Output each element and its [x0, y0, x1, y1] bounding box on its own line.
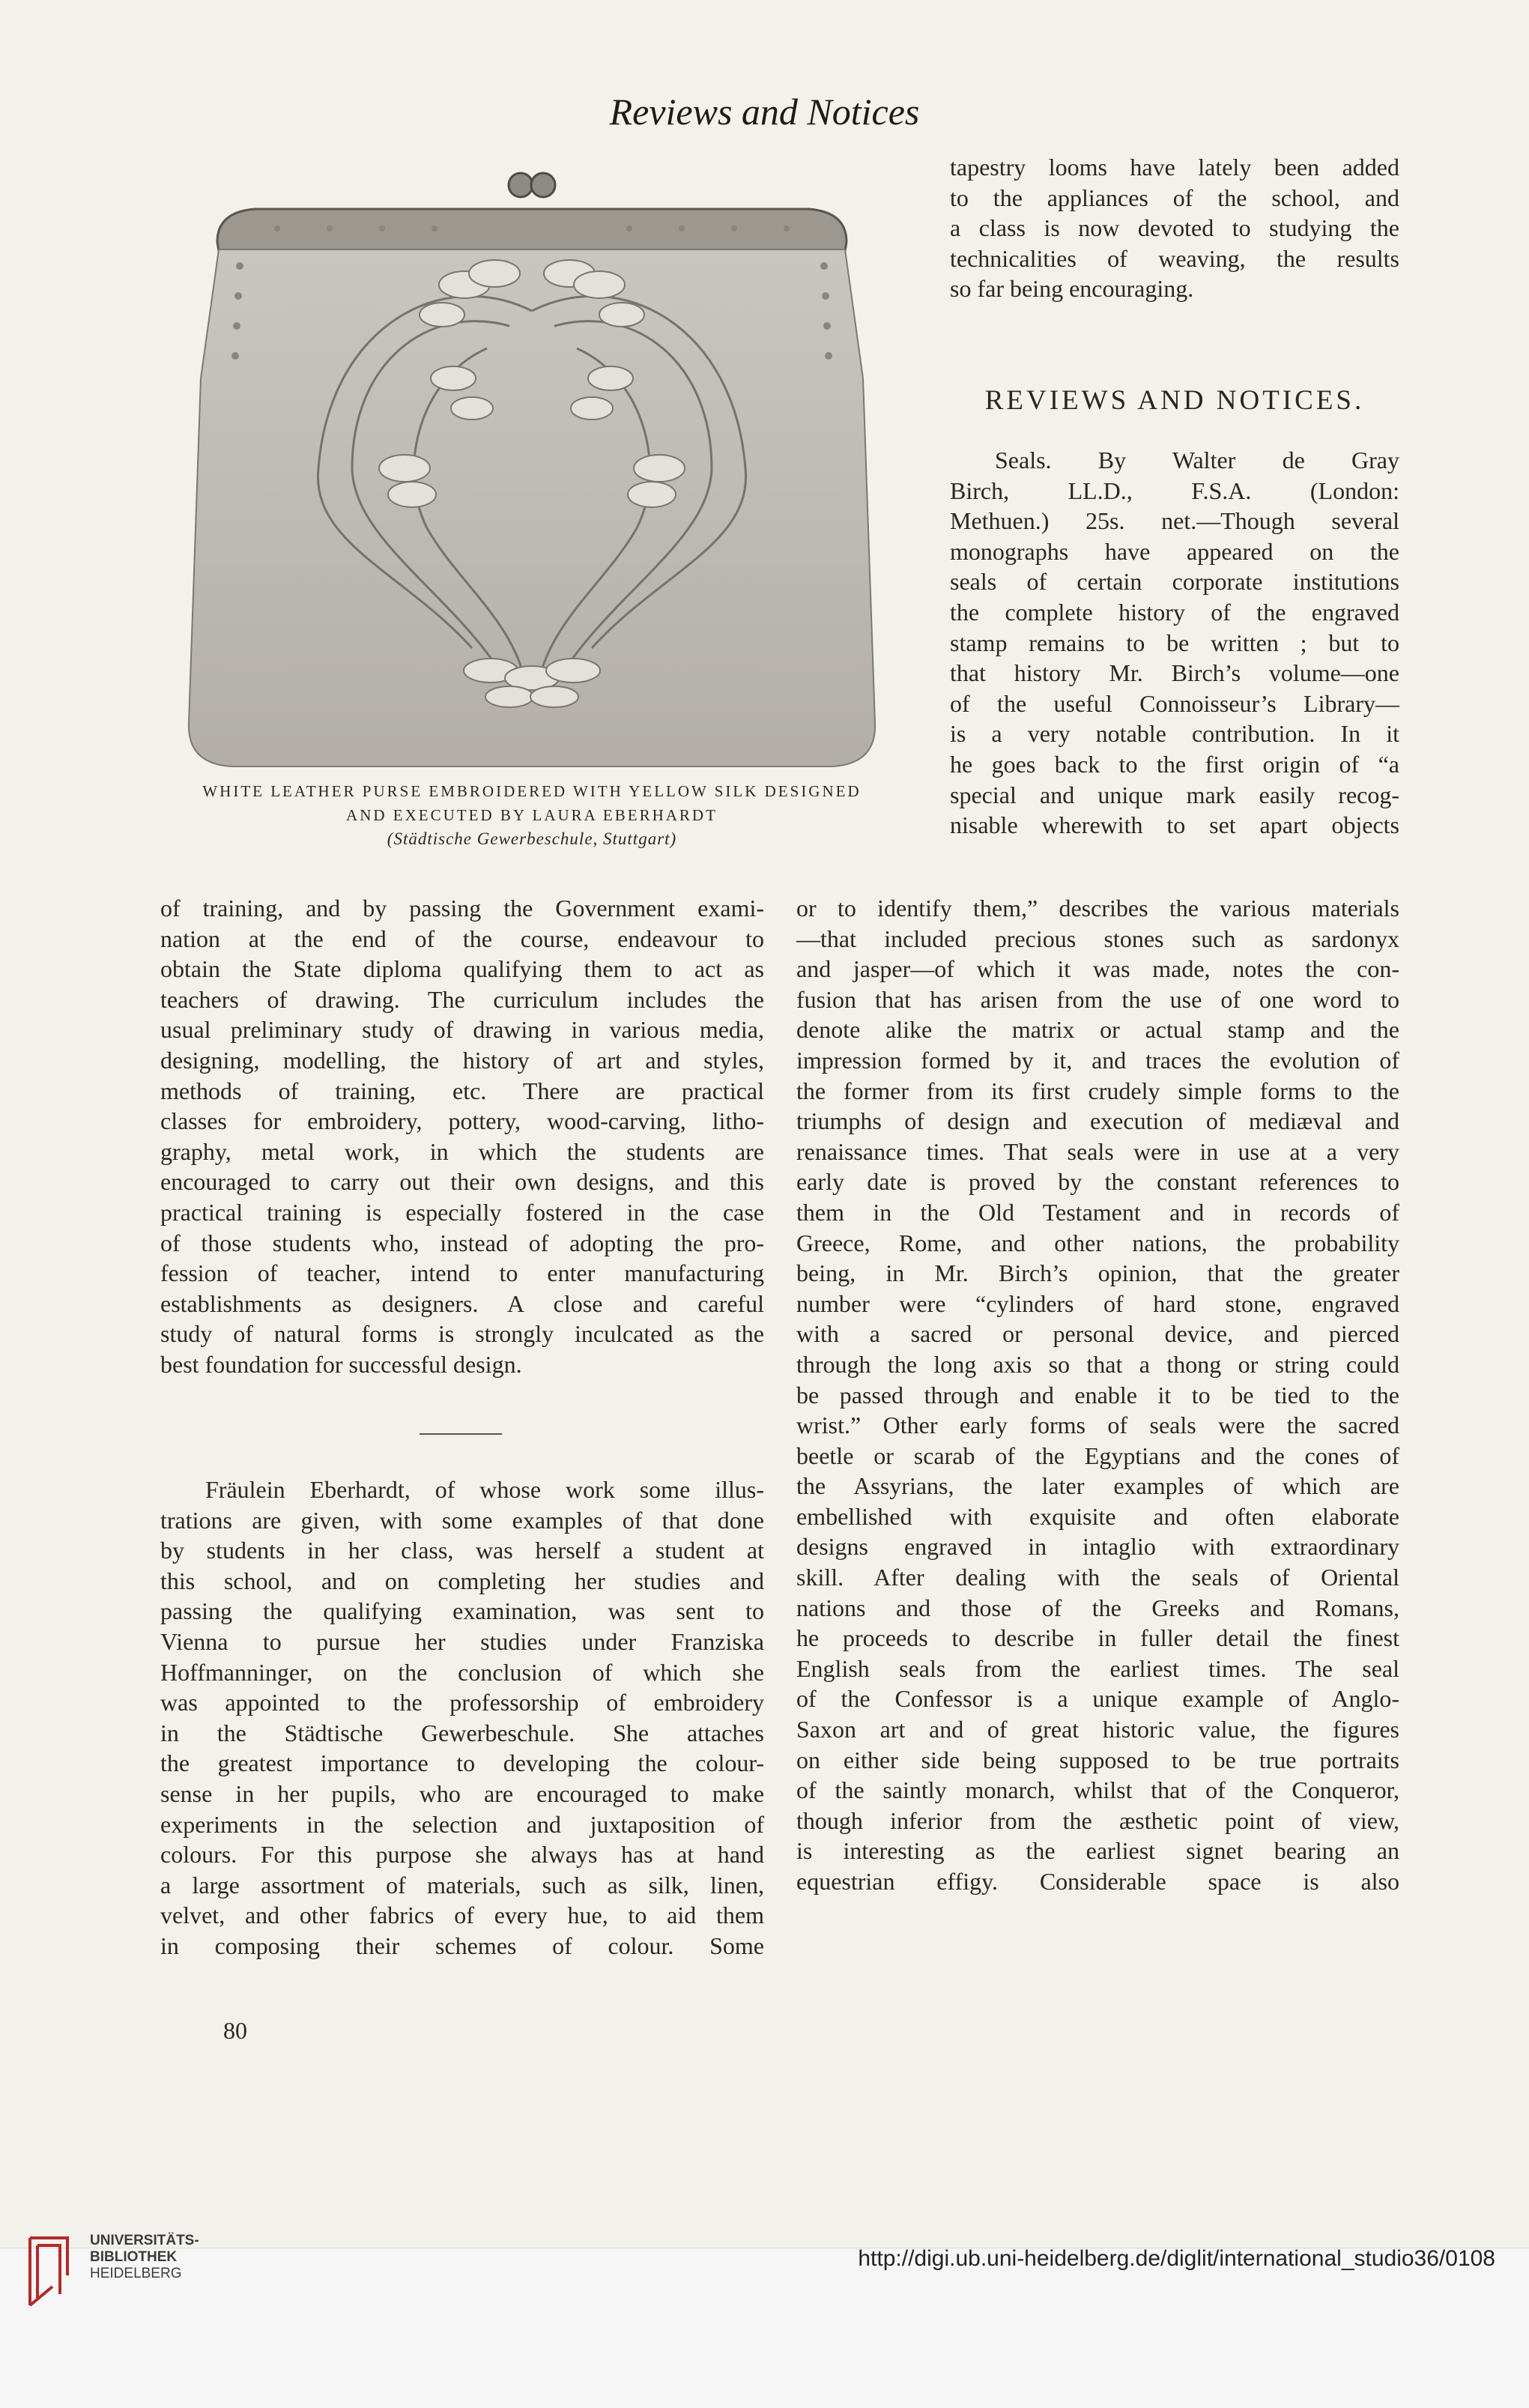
text-line: of training, and by passing the Government exami- [160, 895, 764, 922]
text-line: be passed through and enable it to be tied to the [796, 1381, 1399, 1409]
text-line: velvet, and other fabrics of every hue, to aid them [160, 1902, 764, 1929]
caption-line-1: WHITE LEATHER PURSE EMBROIDERED WITH YELLOW SILK DESIGNED [202, 782, 862, 800]
text-line: sense in her pupils, who are encouraged to make [160, 1779, 764, 1807]
text-line: establishments as designers. A close and careful [160, 1289, 764, 1317]
library-name [90, 2233, 199, 2282]
text-line: experiments in the selection and juxtaposition of [160, 1810, 764, 1838]
caption-line-2: AND EXECUTED BY LAURA EBERHARDT [346, 806, 718, 824]
text-line: he proceeds to describe in fuller detail the finest [796, 1624, 1399, 1652]
text-line: classes for embroidery, pottery, wood-carving, litho- [160, 1107, 764, 1135]
text-line: colours. For this purpose she always has at hand [160, 1841, 764, 1869]
text-line: designing, modelling, the history of art and styles, [160, 1046, 764, 1074]
text-line: monographs have appeared on the [950, 537, 1399, 565]
text-line: designs engraved in intaglio with extraordinary [796, 1533, 1399, 1561]
text-line: early date is proved by the constant references to [796, 1168, 1399, 1196]
text-line: skill. After dealing with the seals of Oriental [796, 1564, 1399, 1591]
text-line: this school, and on completing her studies and [160, 1567, 764, 1594]
text-line: wrist.” Other early forms of seals were the sacred [796, 1412, 1399, 1439]
text-line: on either side being supposed to be true portraits [796, 1746, 1399, 1773]
text-line: he goes back to the first origin of “a [950, 750, 1399, 778]
library-name-line: HEIDELBERG [90, 2266, 182, 2281]
footer-bar [0, 2248, 1529, 2408]
text-line: seals of certain corporate institutions [950, 568, 1399, 596]
text-line: the Assyrians, the later examples of which are [796, 1472, 1399, 1500]
text-line: and jasper—of which it was made, notes the con- [796, 955, 1399, 983]
caption-credit: (Städtische Gewerbeschule, Stuttgart) [387, 829, 677, 848]
library-name-line: BIBLIOTHEK [90, 2249, 178, 2265]
library-logo-icon [22, 2223, 82, 2313]
text-line: of the Confessor is a unique example of Anglo- [796, 1685, 1399, 1713]
text-line: technicalities of weaving, the results [950, 244, 1399, 272]
left-top-column [160, 893, 764, 1380]
figure-caption [150, 779, 914, 851]
source-url-link[interactable]: http://digi.ub.uni-heidelberg.de/diglit/international_studio36/0108 [858, 2246, 1495, 2271]
text-line: of the saintly monarch, whilst that of the Conqueror, [796, 1776, 1399, 1804]
text-line: study of natural forms is strongly inculcated as the [160, 1320, 764, 1348]
text-line: stamp remains to be written ; but to [950, 629, 1399, 656]
text-line: of the useful Connoisseur’s Library— [950, 689, 1399, 717]
text-line: fession of teacher, intend to enter manufacturing [160, 1259, 764, 1287]
text-line: best foundation for successful design. [160, 1350, 522, 1378]
text-line: nation at the end of the course, endeavour to [160, 925, 764, 952]
embroidered-purse-image [157, 154, 906, 779]
text-line: or to identify them,” describes the various materials [796, 895, 1399, 922]
text-line: embellished with exquisite and often elaborate [796, 1502, 1399, 1530]
text-line: of those students who, instead of adopting the pro- [160, 1229, 764, 1256]
page-number: 80 [223, 2017, 247, 2044]
text-line: though inferior from the æsthetic point of view, [796, 1806, 1399, 1834]
text-line: impression formed by it, and traces the evolution of [796, 1046, 1399, 1074]
text-line: a class is now devoted to studying the [950, 214, 1399, 242]
text-line: is interesting as the earliest signet bearing an [796, 1837, 1399, 1865]
text-line: triumphs of design and execution of mediæval and [796, 1107, 1399, 1135]
text-line: nisable wherewith to set apart objects [950, 811, 1399, 839]
library-name-line: UNIVERSITÄTS- [90, 2233, 199, 2248]
text-line: being, in Mr. Birch’s opinion, that the greater [796, 1259, 1399, 1287]
text-line: methods of training, etc. There are practical [160, 1077, 764, 1104]
text-line: Birch, LL.D., F.S.A. (London: [950, 477, 1399, 504]
text-line: was appointed to the professorship of embroidery [160, 1689, 764, 1716]
text-line: with a sacred or personal device, and pierced [796, 1320, 1399, 1348]
text-line: Greece, Rome, and other nations, the probability [796, 1229, 1399, 1256]
right-bottom-column [796, 893, 1399, 1897]
text-line: by students in her class, was herself a student at [160, 1537, 764, 1564]
left-bottom-column [160, 1474, 764, 1961]
text-line: trations are given, with some examples of that done [160, 1506, 764, 1534]
text-line: in the Städtische Gewerbeschule. She attaches [160, 1719, 764, 1746]
text-line: renaissance times. That seals were in use at a very [796, 1137, 1399, 1165]
text-line: tapestry looms have lately been added [950, 154, 1399, 181]
text-line: special and unique mark easily recog- [950, 781, 1399, 808]
text-line: encouraged to carry out their own designs, and this [160, 1168, 764, 1196]
text-line: English seals from the earliest times. The seal [796, 1654, 1399, 1682]
text-line: to the appliances of the school, and [950, 184, 1399, 211]
text-line: obtain the State diploma qualifying them to act as [160, 955, 764, 983]
text-line: —that included precious stones such as sardonyx [796, 925, 1399, 952]
text-line: equestrian effigy. Considerable space is also [796, 1868, 1399, 1895]
text-line: beetle or scarab of the Egyptians and the cones of [796, 1442, 1399, 1469]
text-line: them in the Old Testament and in records of [796, 1198, 1399, 1226]
text-line: usual preliminary study of drawing in various media, [160, 1016, 764, 1044]
section-heading: REVIEWS AND NOTICES. [984, 385, 1365, 416]
text-line: the former from its first crudely simple forms to the [796, 1077, 1399, 1104]
text-line: Vienna to pursue her studies under Franziska [160, 1627, 764, 1655]
text-line: the greatest importance to developing the colour- [160, 1749, 764, 1777]
text-line: Fräulein Eberhardt, of whose work some illus- [205, 1476, 764, 1503]
text-line: so far being encouraging. [950, 275, 1194, 303]
text-line: passing the qualifying examination, was sent to [160, 1597, 764, 1625]
text-line: graphy, metal work, in which the students are [160, 1137, 764, 1165]
section-divider-rule [420, 1433, 502, 1435]
text-line: denote alike the matrix or actual stamp and the [796, 1016, 1399, 1044]
text-line: Hoffmanninger, on the conclusion of which she [160, 1658, 764, 1686]
running-head: Reviews and Notices [609, 91, 920, 133]
text-line: in composing their schemes of colour. Some [160, 1931, 764, 1959]
text-line: practical training is especially fostered in the case [160, 1198, 764, 1226]
text-line: teachers of drawing. The curriculum includes the [160, 985, 764, 1013]
right-top-column [950, 152, 1399, 304]
text-line: is a very notable contribution. In it [950, 720, 1399, 748]
text-line: Saxon art and of great historic value, the figures [796, 1716, 1399, 1743]
review-title-line: Seals. By Walter de Gray [995, 447, 1399, 474]
text-line: a large assortment of materials, such as silk, linen, [160, 1871, 764, 1899]
text-line: Methuen.) 25s. net.—Though several [950, 507, 1399, 535]
text-line: through the long axis so that a thong or string could [796, 1350, 1399, 1378]
text-line: number were “cylinders of hard stone, engraved [796, 1289, 1399, 1317]
text-line: the complete history of the engraved [950, 598, 1399, 626]
text-line: nations and those of the Greeks and Romans, [796, 1594, 1399, 1621]
text-line: that history Mr. Birch’s volume—one [950, 659, 1399, 687]
review-intro-column [950, 445, 1399, 841]
text-line: fusion that has arisen from the use of one word to [796, 985, 1399, 1013]
